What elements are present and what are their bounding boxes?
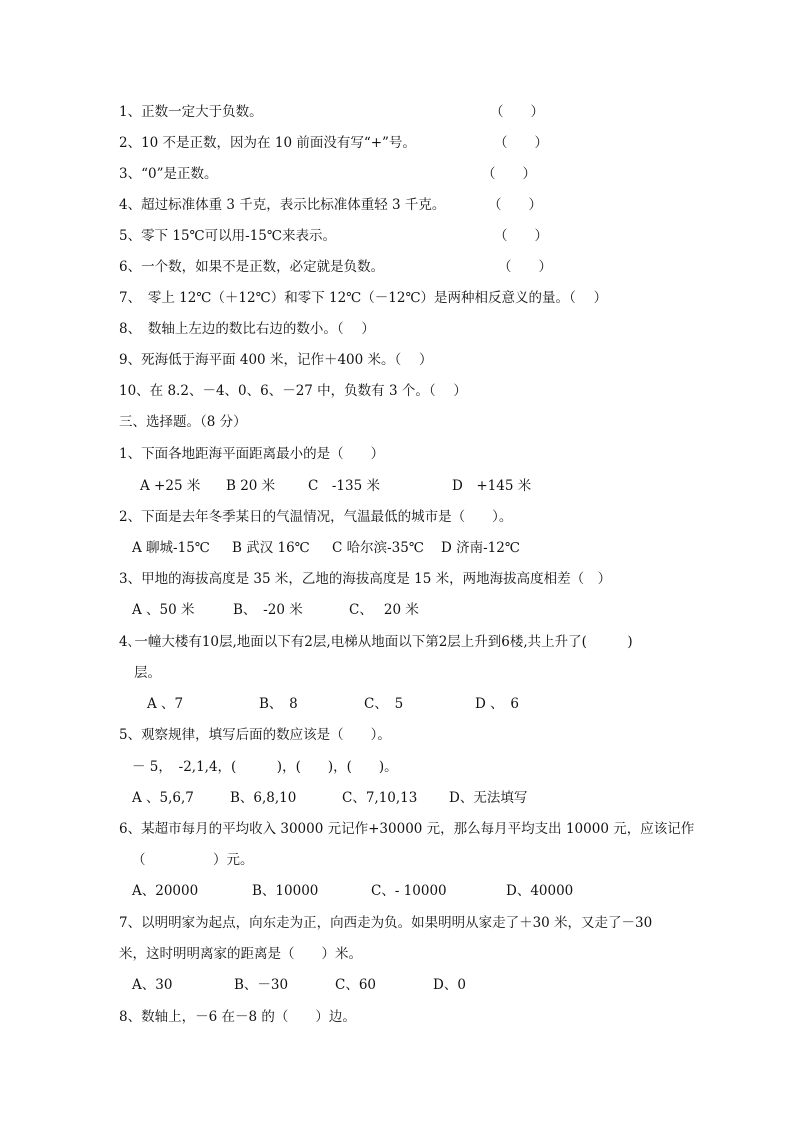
mc-q5-option-b[interactable]: B、6,8,10	[230, 790, 297, 806]
mc-q1-option-a[interactable]: A +25 米	[140, 478, 201, 494]
mc-q4-option-d[interactable]: D 、 6	[475, 696, 519, 712]
tf-item-4-answer-paren[interactable]: （ ）	[488, 197, 542, 213]
mc-q2-option-a[interactable]: A 聊城-15℃	[132, 540, 210, 556]
mc-q5-option-a[interactable]: A 、5,6,7	[132, 790, 194, 806]
mc-q2-option-c[interactable]: C 哈尔滨-35℃	[332, 540, 424, 556]
mc-q6-option-d[interactable]: D、40000	[506, 883, 574, 899]
tf-item-5-answer-paren[interactable]: （ ）	[494, 228, 548, 244]
mc-q3-option-b[interactable]: B、 -20 米	[233, 602, 303, 618]
tf-item-7: 7、 零上 12℃（＋12℃）和零下 12℃（－12℃）是两种相反意义的量。（ ）	[119, 290, 608, 306]
mc-q3-option-c[interactable]: C、 20 米	[349, 602, 419, 618]
mc-q1-option-d[interactable]: D +145 米	[452, 478, 532, 494]
mc-question-6-line-1: 6、某超市每月的平均收入 30000 元记作+30000 元，那么每月平均支出 10000 元，应该记作	[119, 821, 695, 837]
mc-q3-option-a[interactable]: A 、50 米	[132, 602, 195, 618]
mc-q5-sequence: － 5， -2,1,4，( )，( )，( )。	[132, 759, 398, 775]
mc-question-7-line-2: 米，这时明明离家的距离是（ ）米。	[119, 946, 362, 962]
mc-q1-option-c[interactable]: C -135 米	[308, 478, 380, 494]
mc-question-5: 5、观察规律，填写后面的数应该是（ ）。	[119, 727, 391, 743]
mc-question-4-line-2: 层。	[134, 665, 161, 681]
mc-q7-option-a[interactable]: A、30	[132, 977, 173, 993]
mc-q7-option-b[interactable]: B、－30	[234, 977, 289, 993]
mc-q5-option-c[interactable]: C、7,10,13	[342, 790, 418, 806]
mc-q4-option-c[interactable]: C、 5	[364, 696, 404, 712]
tf-item-3-text: 3、“0”是正数。	[119, 166, 218, 182]
mc-q7-option-c[interactable]: C、60	[335, 977, 377, 993]
tf-item-1-answer-paren[interactable]: （ ）	[490, 104, 544, 120]
mc-q2-option-d[interactable]: D 济南-12℃	[441, 540, 520, 556]
mc-question-1: 1、下面各地距海平面距离最小的是（ ）	[119, 446, 385, 462]
tf-item-8: 8、 数轴上左边的数比右边的数小。（ ）	[119, 321, 375, 337]
mc-question-6-line-2: （ ）元。	[132, 852, 254, 868]
mc-q1-option-b[interactable]: B 20 米	[226, 478, 276, 494]
section-three-heading: 三、选择题。（8 分）	[119, 414, 247, 430]
tf-item-1-text: 1、正数一定大于负数。	[119, 104, 263, 120]
mc-question-3: 3、甲地的海拔高度是 35 米，乙地的海拔高度是 15 米，两地海拔高度相差（ ）	[119, 571, 612, 587]
mc-q6-option-a[interactable]: A、20000	[132, 883, 199, 899]
mc-q7-option-d[interactable]: D、0	[433, 977, 466, 993]
mc-q2-option-b[interactable]: B 武汉 16℃	[232, 540, 310, 556]
tf-item-6-text: 6、一个数，如果不是正数，必定就是负数。	[119, 259, 385, 275]
tf-item-3-answer-paren[interactable]: （ ）	[482, 166, 536, 182]
mc-q6-option-c[interactable]: C、- 10000	[371, 883, 447, 899]
tf-item-2-answer-paren[interactable]: （ ）	[494, 135, 548, 151]
mc-question-8: 8、数轴上，－6 在－8 的（ ）边。	[119, 1009, 356, 1025]
mc-q6-option-b[interactable]: B、10000	[252, 883, 319, 899]
mc-question-2: 2、下面是去年冬季某日的气温情况，气温最低的城市是（ ）。	[119, 509, 513, 525]
mc-q4-option-b[interactable]: B、 8	[259, 696, 298, 712]
mc-question-7-line-1: 7、以明明家为起点，向东走为正，向西走为负。如果明明从家走了＋30 米，又走了－30	[119, 915, 653, 931]
mc-question-4-line-1: 4､一幢大楼有10层,地面以下有2层,电梯从地面以下第2层上升到6楼,共上升了( )	[119, 634, 633, 650]
tf-item-10: 10、在 8.2、－4、0、6、－27 中，负数有 3 个。（ ）	[119, 383, 467, 399]
tf-item-6-answer-paren[interactable]: （ ）	[498, 259, 552, 275]
tf-item-2-text: 2、10 不是正数，因为在 10 前面没有写“+”号。	[119, 135, 416, 151]
tf-item-9: 9、死海低于海平面 400 米，记作＋400 米。（ ）	[119, 352, 433, 368]
mc-q5-option-d[interactable]: D、无法填写	[449, 790, 528, 806]
tf-item-5-text: 5、零下 15℃可以用-15℃来表示。	[119, 228, 337, 244]
mc-q4-option-a[interactable]: A 、7	[147, 696, 184, 712]
tf-item-4-text: 4、超过标准体重 3 千克，表示比标准体重轻 3 千克。	[119, 197, 446, 213]
